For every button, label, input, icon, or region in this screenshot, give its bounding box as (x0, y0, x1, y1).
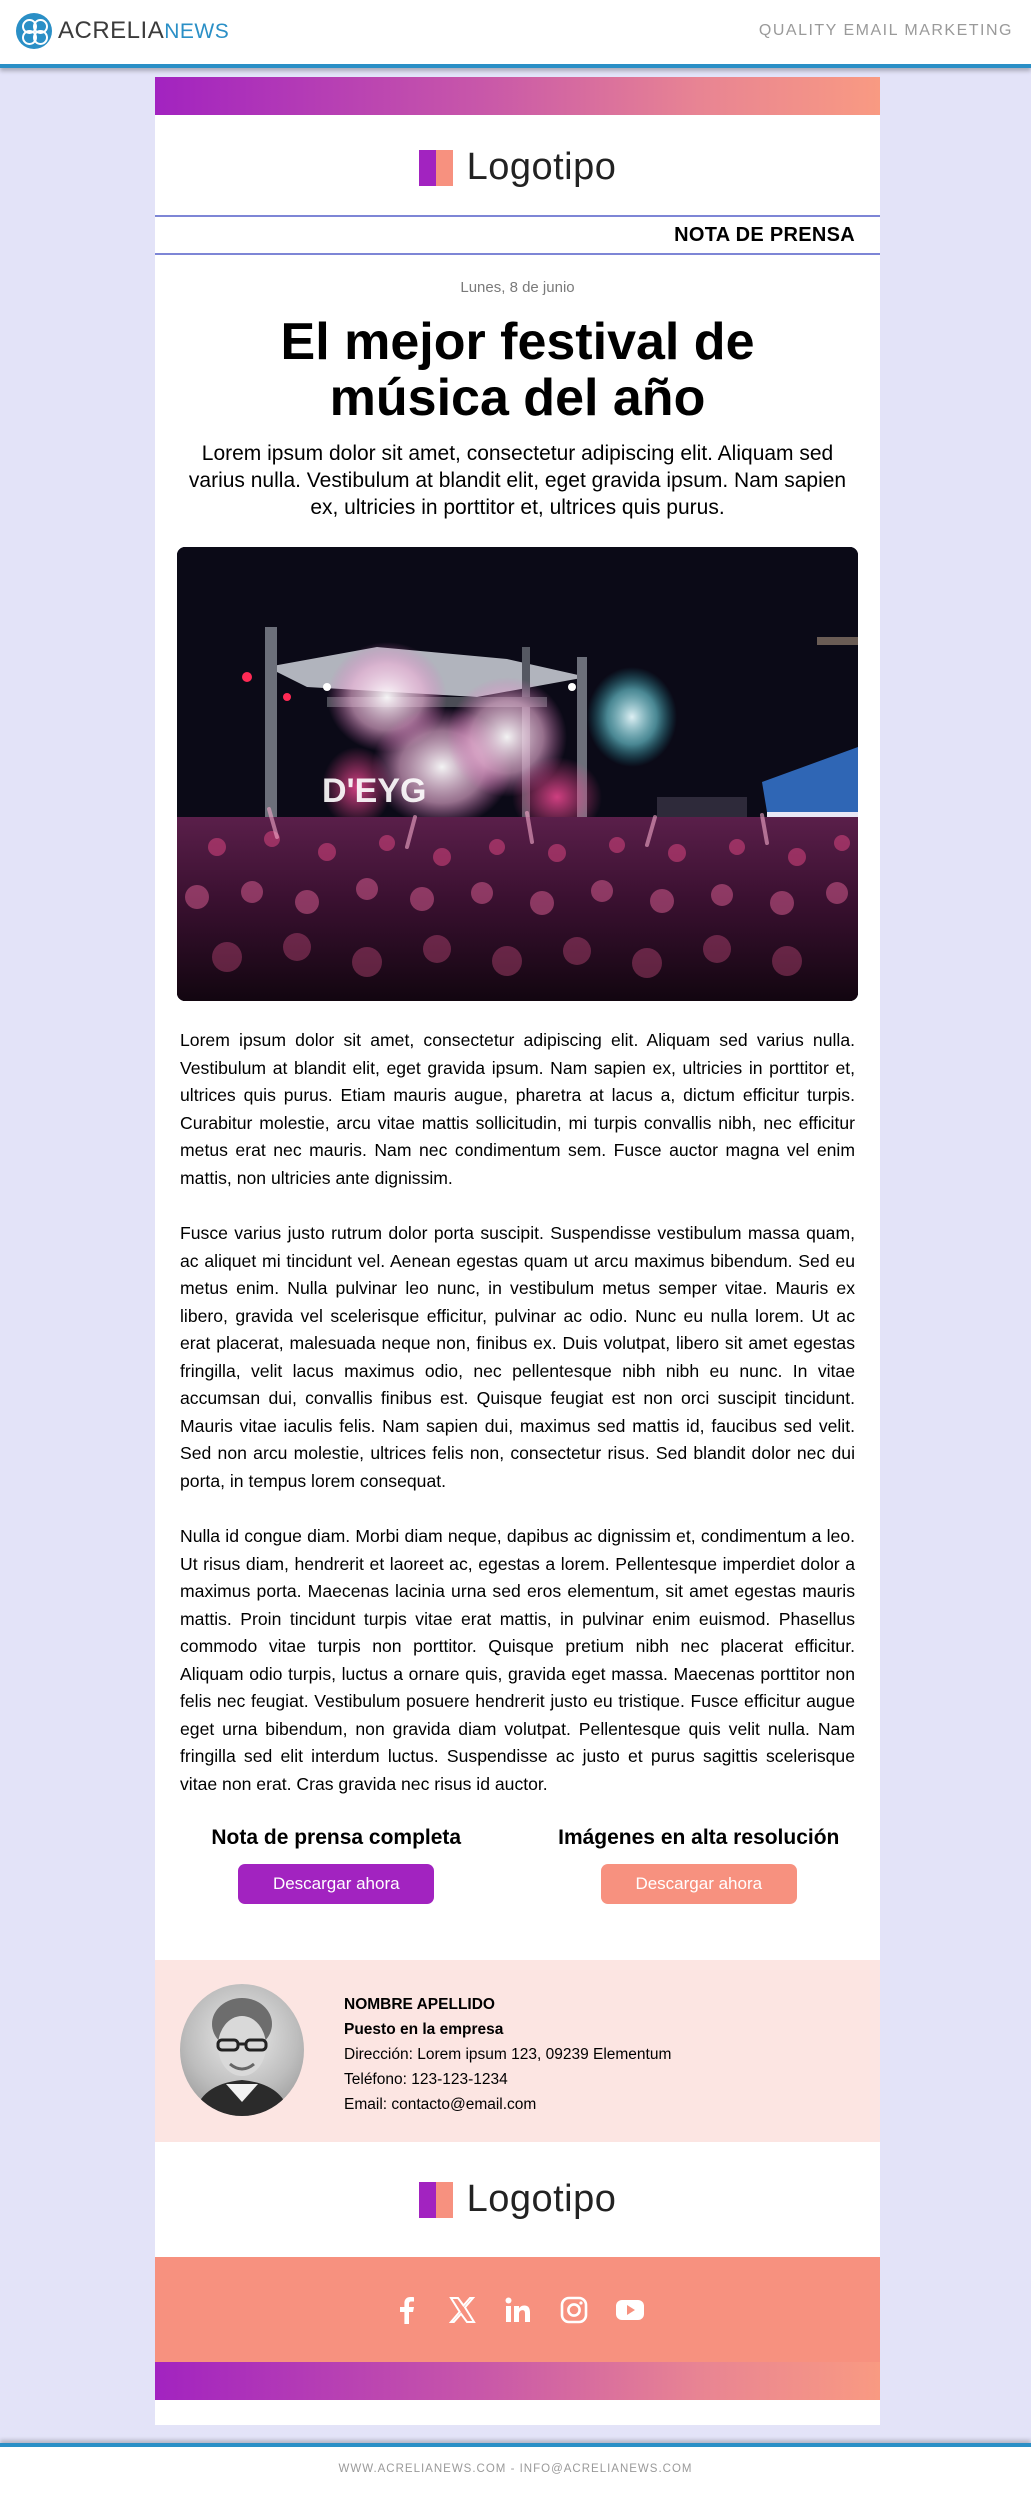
brand-wordmark (58, 17, 229, 45)
footer-contact-text[interactable]: WWW.ACRELIANEWS.COM - INFO@ACRELIANEWS.COM (338, 2463, 693, 2475)
article-date: Lunes, 8 de junio (460, 279, 575, 296)
article-paragraph-2: Fusce varius justo rutrum dolor porta suscipit. Suspendisse vestibulum massa quam, ac aliquet mi tincidunt vel. Aenean egestas quam ut arcu maximus bibendum. Sed eu metus enim. Nulla pulvinar leo nunc, in vestibulum metus semper vitae. Mauris ex libero, gravida vel scelerisque efficitur, pulvinar ac odio. Nunc eu nulla lorem. Ut ac erat placerat, malesuada neque non, finibus ex. Duis volutpat, libero sit amet egestas fringilla, velit lacus maximus odio, nec pellentesque nibh nibh eu nunc. In vitae accumsan dui, convallis finibus est. Quisque feugiat est non orci suscipit tincidunt. Mauris vitae iaculis felis. Nam sapien dui, maximus sed mattis id, faucibus sed velit. Sed non arcu molestie, ultrices felis non, consectetur risus. Sed blandit dolor nec dui porta, in tempus lorem consequat. (180, 1223, 855, 1491)
article-paragraph-1: Lorem ipsum dolor sit amet, consectetur adipiscing elit. Aliquam sed varius nulla. Vestibulum at blandit elit, eget gravida ipsum. Nam sapien ex, ultricies in porttitor et, ultrices quis purus. Etiam mauris augue, pharetra at lacus a, dictum efficitur turpis. Curabitur molestie, arcu vitae mattis sollicitudin, mi turpis convallis nibh, nec efficitur metus erat nec mauris. Nam nec condimentum sem. Fusce auctor magna vel enim mattis, non ultricies ante dignissim. (180, 1030, 855, 1188)
cta-hires-images (518, 1826, 881, 1904)
bottom-gradient-bar (155, 2362, 880, 2400)
top-header-bar (0, 0, 1031, 68)
svg-text:D'EYG: D'EYG (322, 772, 427, 810)
download-press-release-button[interactable]: Descargar ahora (238, 1864, 434, 1904)
page-footer (0, 2443, 1031, 2496)
brand-name-acrelia: ACRELIA (58, 17, 165, 44)
cta-press-release (155, 1826, 518, 1904)
x-icon[interactable] (446, 2294, 478, 2326)
contact-avatar (180, 1984, 304, 2116)
brand-name-news: NEWS (164, 20, 230, 43)
logo-text: Logotipo (466, 146, 617, 188)
download-cta-row (155, 1826, 880, 1904)
contact-signature (155, 1960, 880, 2142)
linkedin-icon[interactable] (502, 2294, 534, 2326)
article-lead: Lorem ipsum dolor sit amet, consectetur adipiscing elit. Aliquam sed varius nulla. Vestibulum at blandit elit, eget gravida ipsum. Nam sapien ex, ultricies in porttitor et, ultrices quis purus. (188, 442, 847, 519)
social-links (155, 2257, 880, 2362)
brand-tagline: QUALITY EMAIL MARKETING (758, 22, 1013, 39)
acrelia-brand-logo[interactable] (16, 13, 229, 49)
contact-details (344, 1992, 671, 2117)
concert-hero-image (177, 547, 858, 1001)
contact-email[interactable]: Email: contacto@email.com (344, 2096, 537, 2113)
top-gradient-bar (155, 77, 880, 115)
press-release-label: NOTA DE PRENSA (674, 223, 855, 246)
contact-address: Dirección: Lorem ipsum 123, 09239 Elementum (344, 2046, 672, 2063)
article-paragraph-3: Nulla id congue diam. Morbi diam neque, dapibus ac dignissim et, condimentum a leo. Ut risus diam, hendrerit et laoreet ac, egestas a lorem. Pellentesque imperdiet dolor a maximus porta. Maecenas lacinia urna sed eros elementum, sit amet egestas mauris mattis. Proin tincidunt turpis vitae erat mattis, in pulvinar enim euismod. Phasellus commodo vitae turpis non porttitor. Quisque pretium nibh nec placerat efficitur. Aliquam odio turpis, luctus a ornare quis, gravida eget massa. Maecenas porttitor non felis nec feugiat. Vestibulum posuere hendrerit justo eu tristique. Fusce efficitur augue eget urna bibendum, non gravida diam volutpat. Pellentesque quis velit nulla. Nam fringilla sed elit interdum luctus. Suspendisse ac justo et purus sagittis scelerisque vitae non erat. Cras gravida nec risus id auctor. (180, 1526, 855, 1794)
instagram-icon[interactable] (558, 2294, 590, 2326)
email-footer-logo (155, 2142, 880, 2257)
article-headline: El mejor festival de música del año (280, 313, 755, 427)
cta-press-release-title: Nota de prensa completa (211, 1826, 462, 1849)
contact-name: NOMBRE APELLIDO (344, 1996, 495, 2013)
logo-icon (419, 150, 453, 186)
cta-hires-images-title: Imágenes en alta resolución (558, 1826, 840, 1849)
avatar-portrait (180, 1984, 304, 2116)
acrelia-logo-icon (16, 13, 52, 49)
facebook-icon[interactable] (390, 2294, 422, 2326)
concert-illustration (177, 547, 858, 1001)
download-hires-images-button[interactable]: Descargar ahora (601, 1864, 797, 1904)
press-release-band (155, 215, 880, 255)
contact-position: Puesto en la empresa (344, 2021, 504, 2038)
article-body (180, 1027, 855, 1798)
logo-icon (419, 2182, 453, 2218)
contact-phone[interactable]: Teléfono: 123-123-1234 (344, 2071, 508, 2088)
email-header-logo (155, 115, 880, 215)
email-newsletter-card (155, 77, 880, 2425)
youtube-icon[interactable] (614, 2294, 646, 2326)
logo-text: Logotipo (466, 2178, 617, 2220)
